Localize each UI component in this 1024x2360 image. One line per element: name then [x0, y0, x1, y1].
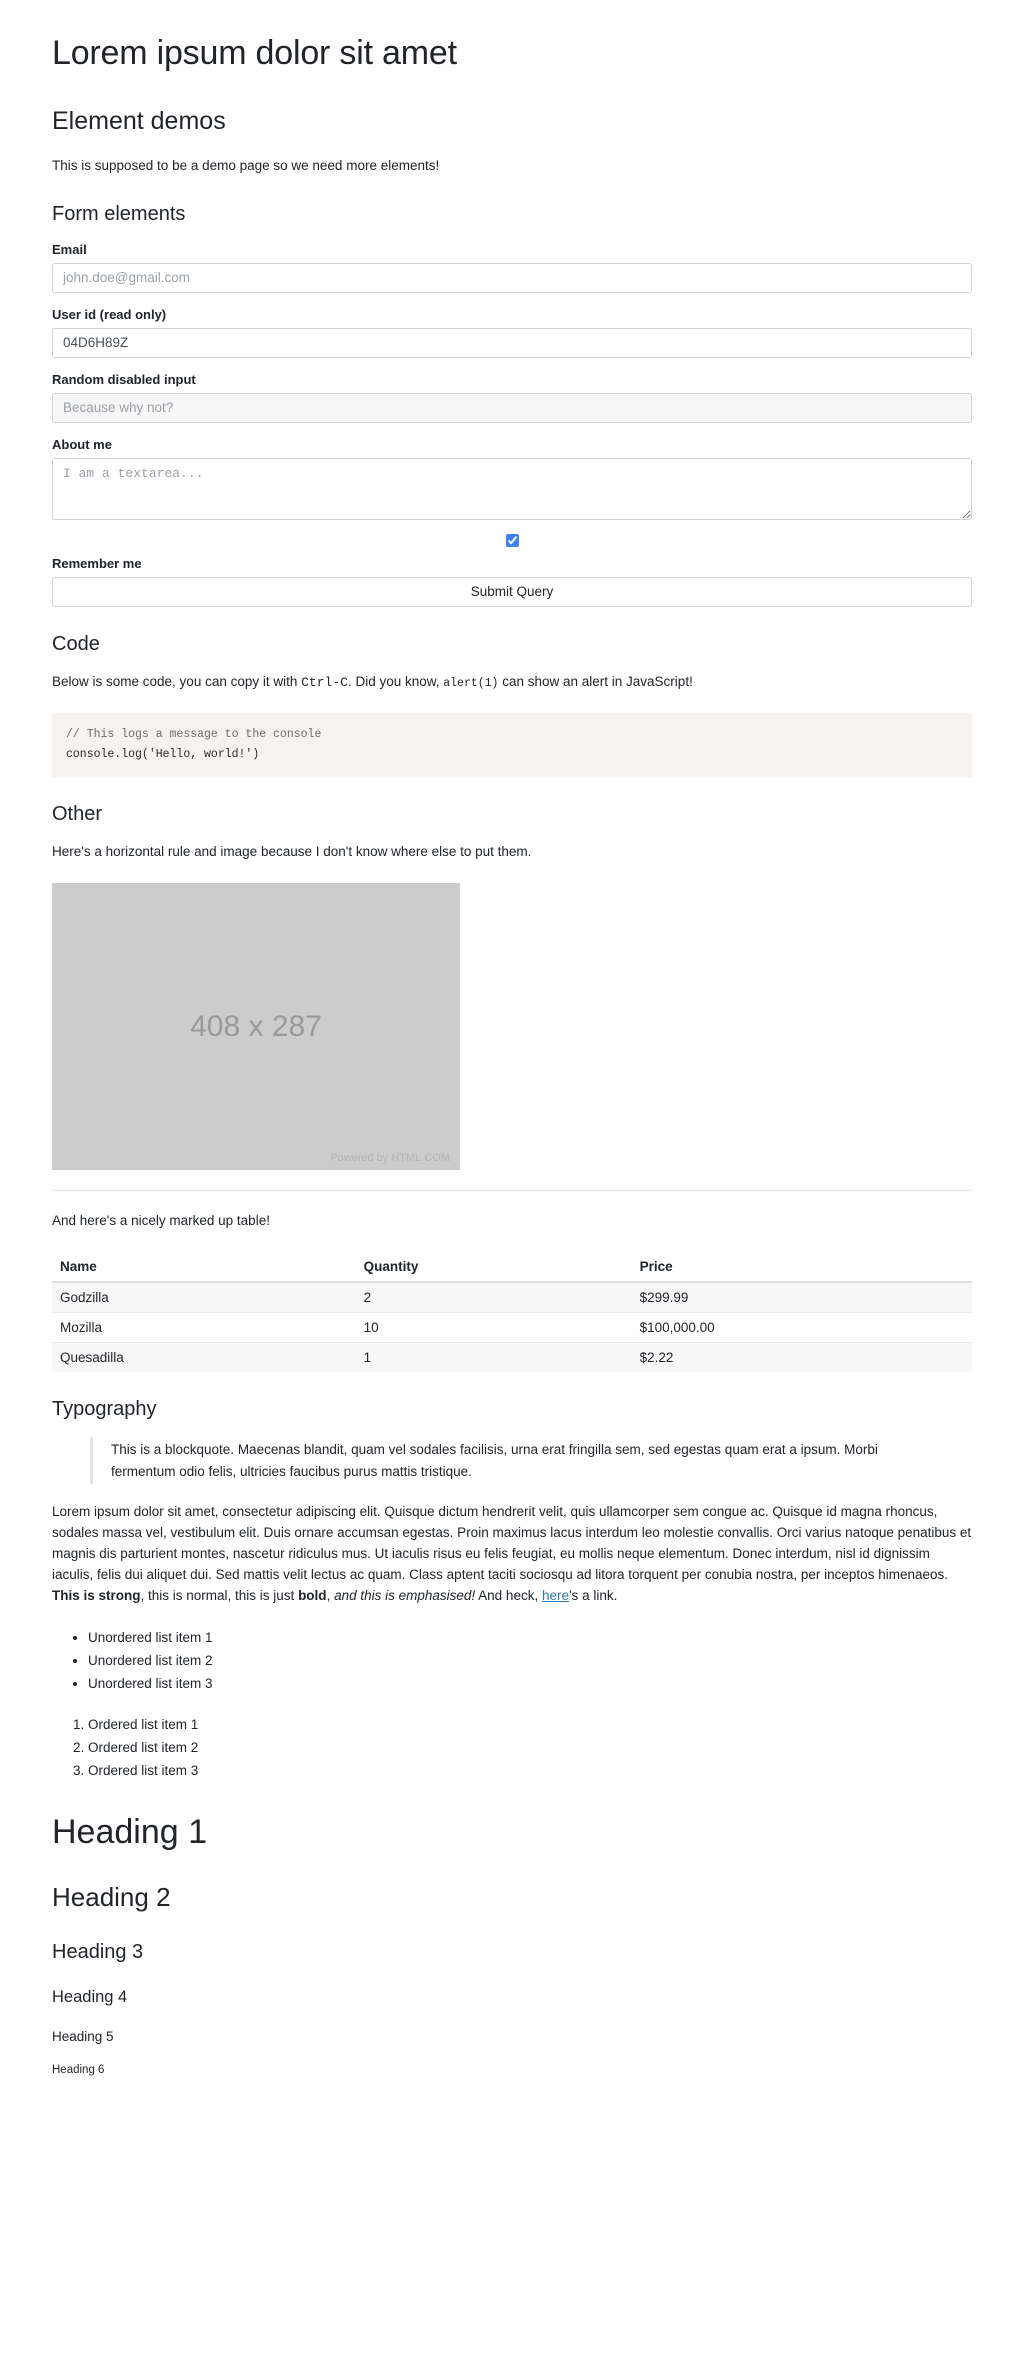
blockquote: This is a blockquote. Maecenas blandit, quam vel sodales facilisis, urna erat fringilla sem, sed egestas quam erat a ipsum. Morbi fermentum odio felis, ultricies faucibus purus mattis tristique. — [90, 1437, 941, 1484]
content-wrapper — [52, 34, 972, 2076]
other-intro: Here's a horizontal rule and image because I don't know where else to put them. — [52, 844, 532, 860]
heading-level-1: Heading 1 — [52, 1812, 208, 1851]
page-title: Lorem ipsum dolor sit amet — [52, 34, 457, 72]
email-input[interactable] — [52, 263, 972, 293]
normal-text: , this is normal, this is just — [140, 1588, 299, 1604]
section-heading-other: Other — [52, 803, 103, 826]
list-item: • Unordered list item 1 — [88, 1627, 972, 1650]
table-header-name: Name — [52, 1252, 356, 1282]
table-cell-name: Godzilla — [52, 1282, 356, 1313]
table-cell-name: Quesadilla — [52, 1343, 356, 1373]
heading-samples — [52, 1813, 972, 2076]
section-heading-form-elements: Form elements — [52, 202, 186, 225]
element-demos-intro: This is supposed to be a demo page so we need more elements! — [52, 158, 440, 173]
code-intro-part3: can show an alert in JavaScript! — [498, 673, 693, 689]
table-cell-quantity: 2 — [356, 1282, 632, 1313]
about-me-field-group — [52, 437, 972, 520]
image-powered-by-label: Powered by HTML.COM — [330, 1152, 450, 1165]
list-item: • Unordered list item 2 — [88, 1650, 972, 1673]
table-intro: And here's a nicely marked up table! — [52, 1213, 270, 1229]
code-intro — [52, 672, 972, 693]
user-id-input[interactable] — [52, 328, 972, 358]
table-header-row — [52, 1252, 972, 1282]
list-item: • Unordered list item 3 — [88, 1673, 972, 1696]
table-header-price: Price — [632, 1252, 972, 1282]
unordered-list — [52, 1627, 972, 1696]
about-me-textarea[interactable] — [52, 458, 972, 520]
image-placeholder — [52, 883, 460, 1170]
comma-text: , — [326, 1588, 335, 1604]
heading-level-4: Heading 4 — [52, 1987, 128, 2006]
email-label: Email — [52, 241, 87, 257]
remember-me-checkbox[interactable] — [506, 534, 519, 547]
strong-text: This is strong — [52, 1588, 141, 1604]
typography-paragraph — [52, 1502, 972, 1607]
submit-button[interactable]: Submit Query — [52, 577, 972, 607]
email-field-group — [52, 242, 972, 293]
bold-text: bold — [298, 1588, 327, 1604]
shortcut-code: Ctrl-C — [301, 674, 348, 690]
emphasis-text: and this is emphasised! — [334, 1588, 476, 1604]
section-heading-typography: Typography — [52, 1398, 157, 1421]
heading-level-6: Heading 6 — [52, 2063, 105, 2076]
table-cell-quantity: 1 — [356, 1343, 632, 1373]
code-block-comment: // This logs a message to the console — [66, 728, 322, 742]
table-header-quantity: Quantity — [356, 1252, 632, 1282]
table-cell-price: $299.99 — [632, 1282, 972, 1313]
remember-me-checkbox-row — [52, 534, 972, 552]
code-block-line: console.log('Hello, world!') — [66, 748, 260, 762]
disabled-field-group — [52, 372, 972, 423]
list-item: 3. Ordered list item 3 — [88, 1760, 972, 1783]
link-tail-text: 's a link. — [568, 1588, 618, 1604]
image-dimensions-label: 408 x 287 — [190, 1009, 322, 1043]
table-cell-price: $100,000.00 — [632, 1313, 972, 1343]
code-block — [52, 713, 972, 777]
ordered-list — [52, 1714, 972, 1783]
heading-level-2: Heading 2 — [52, 1881, 171, 1912]
heading-level-5: Heading 5 — [52, 2028, 114, 2044]
code-intro-part2: . Did you know, — [347, 673, 444, 689]
disabled-input-label: Random disabled input — [52, 371, 196, 387]
list-item: 2. Ordered list item 2 — [88, 1737, 972, 1760]
table-row — [52, 1313, 972, 1343]
table-cell-quantity: 10 — [356, 1313, 632, 1343]
code-intro-part1: Below is some code, you can copy it with — [52, 673, 302, 689]
demo-link[interactable]: here — [541, 1588, 569, 1604]
disabled-input — [52, 393, 972, 423]
table-row — [52, 1343, 972, 1373]
section-heading-code: Code — [52, 632, 100, 655]
paragraph-main-text: Lorem ipsum dolor sit amet, consectetur adipiscing elit. Quisque dictum hendrerit velit, quis ullamcorper sem congue ac. Quisque id magna rhoncus, sodales massa vel, vestibulum elit. Duis ornare accumsan egestas. Proin maximus lacus interdum leo molestie convallis. Orci varius natoque penatibus et magnis dis parturient montes, nascetur ridiculus mus. Ut iaculis risus eu felis feugiat, eu mollis neque elementum. Donec interdum, nisl id dignissim iaculis, felis dui aliquet dui. Sed mattis velit lectus ac quam. Class aptent taciti sociosqu ad litora torquent per conubia nostra, per inceptos himenaeos. — [52, 1504, 972, 1583]
table-cell-name: Mozilla — [52, 1313, 356, 1343]
section-heading-element-demos: Element demos — [52, 107, 226, 135]
heading-level-3: Heading 3 — [52, 1940, 144, 1963]
remember-me-label: Remember me — [52, 555, 142, 571]
user-id-label: User id (read only) — [52, 306, 167, 322]
alert-code: alert(1) — [443, 676, 499, 690]
list-item: 1. Ordered list item 1 — [88, 1714, 972, 1737]
about-me-label: About me — [52, 436, 112, 452]
horizontal-rule — [52, 1190, 972, 1191]
table-cell-price: $2.22 — [632, 1343, 972, 1373]
user-id-field-group — [52, 307, 972, 358]
data-table — [52, 1252, 972, 1372]
table-row — [52, 1282, 972, 1313]
link-lead-text: And heck, — [475, 1588, 542, 1604]
